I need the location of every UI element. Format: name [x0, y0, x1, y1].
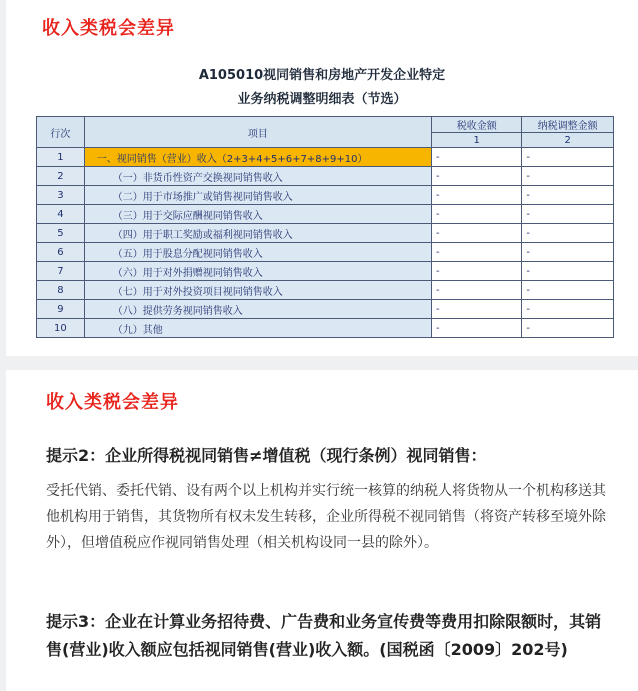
col-subheader-2: 2: [522, 133, 614, 148]
row-tax-amount: -: [432, 205, 522, 224]
row-number: 6: [37, 243, 85, 262]
row-number: 3: [37, 186, 85, 205]
section-heading: 收入类税会差异: [42, 18, 175, 39]
col-header-item: 项目: [84, 117, 431, 148]
row-adjust-amount: -: [522, 300, 614, 319]
table-row: [37, 262, 614, 281]
row-item: （五）用于股息分配视同销售收入: [84, 243, 431, 262]
table-row: [37, 319, 614, 338]
row-adjust-amount: -: [522, 243, 614, 262]
row-item: （二）用于市场推广或销售视同销售收入: [84, 186, 431, 205]
row-item: （六）用于对外捐赠视同销售收入: [84, 262, 431, 281]
col-header-tax-amount: 税收金额: [432, 117, 522, 133]
table-row: [37, 148, 614, 167]
row-number: 8: [37, 281, 85, 300]
row-tax-amount: -: [432, 300, 522, 319]
table-row: [37, 224, 614, 243]
col-header-row-no: 行次: [37, 117, 85, 148]
row-tax-amount: -: [432, 186, 522, 205]
row-adjust-amount: -: [522, 224, 614, 243]
table-title-line1: A105010视同销售和房地产开发企业特定: [198, 68, 446, 83]
row-item: （七）用于对外投资项目视同销售收入: [84, 281, 431, 300]
section-heading: 收入类税会差异: [46, 392, 179, 413]
hint3-title: 提示3：企业在计算业务招待费、广告费和业务宣传费等费用扣除限额时，其销售(营业)收入额应包括视同销售(营业)收入额。(国税函〔2009〕202号): [46, 612, 602, 659]
section-card-1: [6, 0, 638, 356]
row-adjust-amount: -: [522, 205, 614, 224]
row-item: （四）用于职工奖励或福利视同销售收入: [84, 224, 431, 243]
row-tax-amount: -: [432, 243, 522, 262]
row-item: 一、视同销售（营业）收入（2+3+4+5+6+7+8+9+10）: [84, 148, 431, 167]
row-tax-amount: -: [432, 262, 522, 281]
row-tax-amount: -: [432, 167, 522, 186]
row-tax-amount: -: [432, 319, 522, 338]
row-number: 10: [37, 319, 85, 338]
row-tax-amount: -: [432, 148, 522, 167]
row-item: （一）非货币性资产交换视同销售收入: [84, 167, 431, 186]
table-row: [37, 281, 614, 300]
row-tax-amount: -: [432, 281, 522, 300]
row-number: 7: [37, 262, 85, 281]
row-adjust-amount: -: [522, 281, 614, 300]
col-subheader-1: 1: [432, 133, 522, 148]
table-row: [37, 243, 614, 262]
hint2-title: 提示2：企业所得税视同销售≠增值税（现行条例）视同销售：: [46, 446, 487, 465]
col-header-adjust-amount: 纳税调整金额: [522, 117, 614, 133]
row-number: 9: [37, 300, 85, 319]
table-row: [37, 186, 614, 205]
row-adjust-amount: -: [522, 186, 614, 205]
row-item: （八）提供劳务视同销售收入: [84, 300, 431, 319]
table-row: [37, 300, 614, 319]
row-tax-amount: -: [432, 224, 522, 243]
row-number: 4: [37, 205, 85, 224]
row-number: 2: [37, 167, 85, 186]
table-title-line2: 业务纳税调整明细表（节选）: [237, 92, 407, 107]
hint2-body: 受托代销、委托代销、设有两个以上机构并实行统一核算的纳税人将货物从一个机构移送其他机构用于销售，其货物所有权未发生转移，企业所得税不视同销售（将资产转移至境外除外），但增值税应作视同销售处理（相关机构设同一县的除外）。: [46, 483, 606, 551]
row-adjust-amount: -: [522, 148, 614, 167]
row-number: 5: [37, 224, 85, 243]
row-item: （三）用于交际应酬视同销售收入: [84, 205, 431, 224]
section-card-2: [6, 370, 638, 691]
adjustment-table: [36, 116, 614, 338]
table-row: [37, 167, 614, 186]
row-adjust-amount: -: [522, 167, 614, 186]
row-number: 1: [37, 148, 85, 167]
row-adjust-amount: -: [522, 319, 614, 338]
row-adjust-amount: -: [522, 262, 614, 281]
table-row: [37, 205, 614, 224]
row-item: （九）其他: [84, 319, 431, 338]
